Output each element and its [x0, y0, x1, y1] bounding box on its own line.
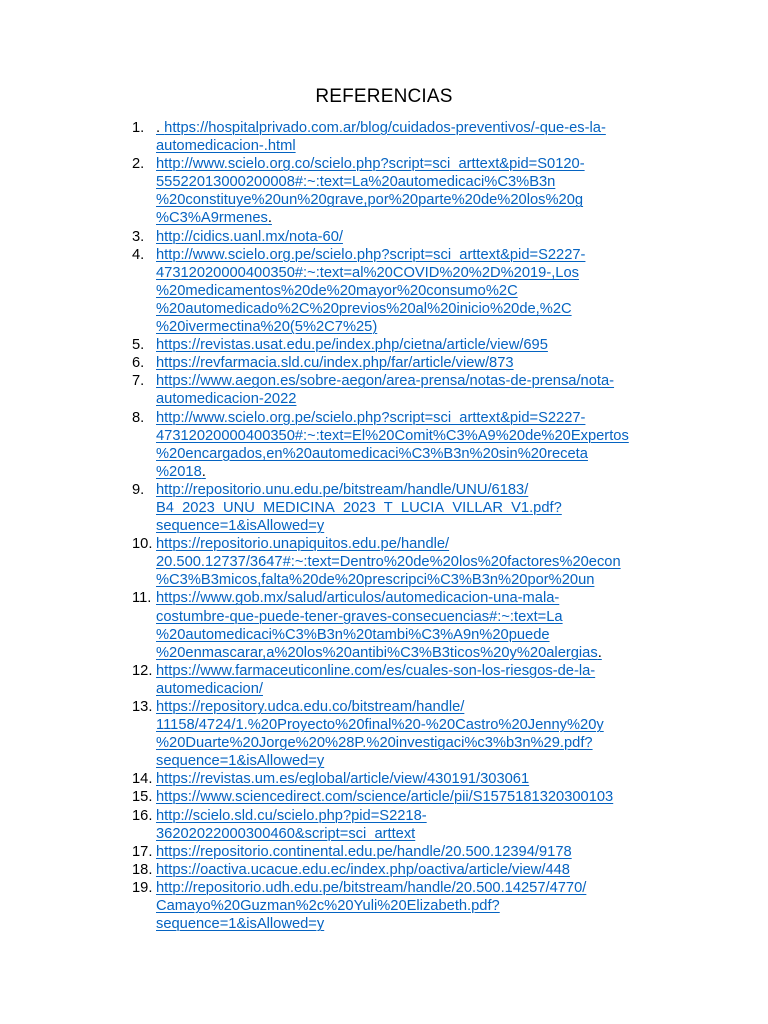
reference-link-line[interactable] — [156, 879, 666, 897]
reference-item — [0, 481, 666, 535]
reference-item — [0, 698, 666, 770]
reference-link-line[interactable] — [156, 354, 666, 372]
reference-item — [0, 843, 666, 861]
reference-link-line[interactable] — [156, 644, 666, 662]
reference-trailing-punctuation: . — [267, 210, 272, 227]
reference-number: 5. — [132, 337, 145, 354]
reference-link-line[interactable] — [156, 463, 666, 481]
reference-url-text[interactable]: B4_2023_UNU_MEDICINA_2023_T_LUCIA_VILLAR_V1.pdf? — [156, 499, 562, 516]
reference-item — [0, 372, 666, 408]
reference-link-line[interactable] — [156, 698, 666, 716]
reference-link[interactable] — [156, 481, 666, 535]
reference-item — [0, 861, 666, 879]
reference-link-line[interactable] — [156, 372, 666, 390]
reference-link-line[interactable] — [156, 553, 666, 571]
reference-link[interactable] — [156, 336, 666, 354]
reference-link-line[interactable] — [156, 390, 666, 408]
reference-url-text[interactable]: https://repository.udca.edu.co/bitstream/handle/ — [156, 699, 465, 715]
reference-item — [0, 788, 666, 806]
reference-number: 9. — [132, 481, 145, 498]
reference-url-text[interactable]: %20medicamentos%20de%20mayor%20consumo%2C — [156, 282, 518, 299]
reference-item — [0, 589, 666, 661]
reference-number: 16. — [132, 807, 153, 824]
reference-url-text[interactable]: https://hospitalprivado.com.ar/blog/cuidados-preventivos/-que-es-la- — [164, 120, 606, 136]
reference-link-line[interactable] — [156, 282, 666, 300]
reference-number: 10. — [132, 536, 153, 553]
reference-link[interactable] — [156, 843, 666, 861]
reference-url-text[interactable]: %20enmascarar,a%20los%20antibi%C3%B3ticos%20y%20alergias — [156, 644, 598, 661]
reference-link-line[interactable] — [156, 517, 666, 535]
reference-link-line[interactable] — [156, 209, 666, 227]
reference-item — [0, 228, 666, 246]
reference-link[interactable] — [156, 879, 666, 933]
reference-link-line[interactable] — [156, 897, 666, 915]
reference-link-line[interactable] — [156, 662, 666, 680]
reference-link[interactable] — [156, 788, 666, 806]
reference-url-text[interactable]: %20automedicado%2C%20previos%20al%20inicio%20de,%2C — [156, 300, 572, 317]
reference-item — [0, 807, 666, 843]
reference-link[interactable] — [156, 228, 666, 246]
reference-item — [0, 879, 666, 933]
reference-link[interactable] — [156, 354, 666, 372]
reference-link[interactable] — [156, 409, 666, 481]
reference-link-line[interactable] — [156, 535, 666, 553]
reference-url-text[interactable]: costumbre-que-puede-tener-graves-consecuencias#:~:text=La — [156, 608, 563, 625]
reference-url-text[interactable]: automedicacion-.html — [156, 138, 296, 155]
reference-url-text[interactable]: https://oactiva.ucacue.edu.ec/index.php/oactiva/article/view/448 — [156, 861, 570, 878]
reference-url-text[interactable]: https://www.sciencedirect.com/science/article/pii/S1575181320300103 — [156, 789, 614, 806]
reference-link[interactable] — [156, 662, 666, 698]
reference-number: 14. — [132, 771, 153, 788]
reference-url-text[interactable]: %20automedicaci%C3%B3n%20tambi%C3%A9n%20puede — [156, 626, 550, 643]
reference-link-line[interactable] — [156, 608, 666, 626]
reference-item — [0, 155, 666, 227]
reference-link-line[interactable] — [156, 807, 666, 825]
reference-link-line[interactable] — [156, 318, 666, 336]
reference-link-line[interactable] — [156, 734, 666, 752]
reference-trailing-punctuation: . — [597, 644, 602, 661]
reference-url-text[interactable]: https://revistas.usat.edu.pe/index.php/cietna/article/view/695 — [156, 337, 548, 354]
reference-url-text[interactable]: http://www.scielo.org.pe/scielo.php?script=sci_arttext&pid=S2227- — [156, 246, 586, 263]
reference-link-line[interactable] — [156, 409, 666, 427]
reference-number: 11. — [132, 590, 152, 607]
reference-link[interactable] — [156, 589, 666, 661]
reference-item — [0, 354, 666, 372]
reference-item — [0, 409, 666, 481]
page-title: REFERENCIAS — [315, 86, 453, 107]
reference-url-text[interactable]: https://www.aegon.es/sobre-aegon/area-prensa/notas-de-prensa/nota- — [156, 373, 615, 390]
reference-url-text[interactable]: sequence=1&isAllowed=y — [156, 753, 325, 770]
reference-link-line[interactable] — [156, 300, 666, 318]
reference-item — [0, 770, 666, 788]
reference-url-text[interactable]: 36202022000300460&script=sci_arttext — [156, 825, 416, 842]
reference-link-line[interactable] — [156, 825, 666, 843]
reference-link-line[interactable] — [156, 626, 666, 644]
reference-url-text[interactable]: http://scielo.sld.cu/scielo.php?pid=S2218- — [156, 807, 427, 824]
reference-link-line[interactable] — [156, 589, 666, 607]
reference-url-text[interactable]: https://repositorio.continental.edu.pe/handle/20.500.12394/9178 — [156, 843, 572, 860]
reference-number: 3. — [132, 228, 145, 245]
reference-url-text[interactable]: 11158/4724/1.%20Proyecto%20final%20-%20Castro%20Jenny%20y — [156, 717, 604, 734]
reference-url-text[interactable]: sequence=1&isAllowed=y — [156, 518, 325, 535]
reference-link[interactable] — [156, 246, 666, 336]
reference-item — [0, 246, 666, 336]
reference-url-text[interactable]: http://www.scielo.org.pe/scielo.php?script=sci_arttext&pid=S2227- — [156, 409, 586, 426]
reference-link[interactable] — [156, 372, 666, 408]
reference-url-text[interactable]: https://revistas.um.es/eglobal/article/view/430191/303061 — [156, 771, 530, 788]
reference-url-text[interactable]: %20ivermectina%20(5%2C7%25) — [156, 319, 378, 336]
reference-link[interactable] — [156, 807, 666, 843]
reference-url-text[interactable]: %C3%B3micos,falta%20de%20prescripci%C3%B3n%20por%20un — [156, 572, 595, 589]
reference-link-line[interactable] — [156, 445, 666, 463]
reference-number: 7. — [132, 373, 145, 390]
reference-item — [0, 535, 666, 589]
reference-number: 2. — [132, 156, 145, 173]
reference-prefix: . — [156, 120, 165, 136]
reference-link-line[interactable] — [156, 752, 666, 770]
reference-number: 17. — [132, 843, 153, 860]
reference-link[interactable] — [156, 119, 666, 155]
reference-link[interactable] — [156, 770, 666, 788]
reference-link-line[interactable] — [156, 119, 666, 137]
reference-url-text[interactable]: https://www.gob.mx/salud/articulos/automedicacion-una-mala- — [156, 590, 560, 607]
reference-link[interactable] — [156, 861, 666, 879]
reference-url-text[interactable]: https://repositorio.unapiquitos.edu.pe/handle/ — [156, 536, 450, 553]
reference-number: 12. — [132, 662, 153, 679]
reference-link-line[interactable] — [156, 861, 666, 879]
reference-link-line[interactable] — [156, 499, 666, 517]
reference-number: 1. — [132, 120, 145, 136]
reference-number: 19. — [132, 879, 153, 896]
reference-url-text[interactable]: 47312020000400350#:~:text=El%20Comit%C3%A9%20de%20Expertos — [156, 427, 629, 444]
reference-link-line[interactable] — [156, 481, 666, 499]
reference-url-text[interactable]: 20.500.12737/3647#:~:text=Dentro%20de%20los%20factores%20econ — [156, 554, 621, 571]
reference-url-text[interactable]: automedicacion/ — [156, 680, 263, 697]
reference-number: 4. — [132, 246, 145, 263]
reference-url-text[interactable]: %20constituye%20un%20grave,por%20parte%20de%20los%20g — [156, 192, 584, 209]
reference-number: 8. — [132, 409, 145, 426]
reference-trailing-punctuation: . — [201, 463, 206, 480]
reference-url-text[interactable]: Camayo%20Guzman%2c%20Yuli%20Elizabeth.pdf? — [156, 898, 500, 915]
reference-link-line[interactable] — [156, 191, 666, 209]
reference-url-text[interactable]: %20Duarte%20Jorge%20%28P.%20investigaci%c3%b3n%29.pdf? — [156, 735, 593, 752]
reference-link-line[interactable] — [156, 228, 666, 246]
reference-link-line[interactable] — [156, 788, 666, 806]
reference-url-text[interactable]: sequence=1&isAllowed=y — [156, 916, 325, 933]
reference-url-text[interactable]: automedicacion-2022 — [156, 391, 297, 408]
reference-url-text[interactable]: https://revfarmacia.sld.cu/index.php/far/article/view/873 — [156, 355, 514, 372]
reference-link-line[interactable] — [156, 336, 666, 354]
reference-number: 6. — [132, 355, 145, 372]
reference-link-line[interactable] — [156, 571, 666, 589]
reference-link-line[interactable] — [156, 915, 666, 933]
reference-number: 18. — [132, 861, 153, 878]
reference-link-line[interactable] — [156, 173, 666, 191]
reference-number: 13. — [132, 699, 153, 715]
reference-link-line[interactable] — [156, 770, 666, 788]
reference-url-text[interactable]: %C3%A9rmenes — [156, 210, 268, 227]
reference-url-text[interactable]: %2018 — [156, 463, 202, 480]
reference-link[interactable] — [156, 698, 666, 770]
reference-link-line[interactable] — [156, 155, 666, 173]
reference-url-text[interactable]: http://cidics.uanl.mx/nota-60/ — [156, 228, 343, 245]
reference-url-text[interactable]: 47312020000400350#:~:text=al%20COVID%20%2D%2019-,Los — [156, 264, 579, 281]
reference-url-text[interactable]: http://www.scielo.org.co/scielo.php?script=sci_arttext&pid=S0120- — [156, 156, 585, 173]
reference-link[interactable] — [156, 535, 666, 589]
reference-link-line[interactable] — [156, 680, 666, 698]
reference-url-text[interactable]: https://www.farmaceuticonline.com/es/cuales-son-los-riesgos-de-la- — [156, 662, 596, 679]
reference-link[interactable] — [156, 155, 666, 227]
reference-item — [0, 119, 666, 155]
reference-url-text[interactable]: http://repositorio.unu.edu.pe/bitstream/handle/UNU/6183/ — [156, 481, 529, 498]
reference-link-line[interactable] — [156, 843, 666, 861]
reference-link-line[interactable] — [156, 427, 666, 445]
reference-url-text[interactable]: 55522013000200008#:~:text=La%20automedicaci%C3%B3n — [156, 174, 556, 191]
reference-link-line[interactable] — [156, 137, 666, 155]
reference-number: 15. — [132, 789, 153, 806]
reference-url-text[interactable]: %20encargados,en%20automedicaci%C3%B3n%20sin%20receta — [156, 445, 588, 462]
reference-item — [0, 336, 666, 354]
reference-link-line[interactable] — [156, 246, 666, 264]
reference-url-text[interactable]: http://repositorio.udh.edu.pe/bitstream/handle/20.500.14257/4770/ — [156, 879, 587, 896]
reference-link-line[interactable] — [156, 716, 666, 734]
reference-list — [0, 119, 768, 933]
reference-link-line[interactable] — [156, 264, 666, 282]
reference-item — [0, 662, 666, 698]
